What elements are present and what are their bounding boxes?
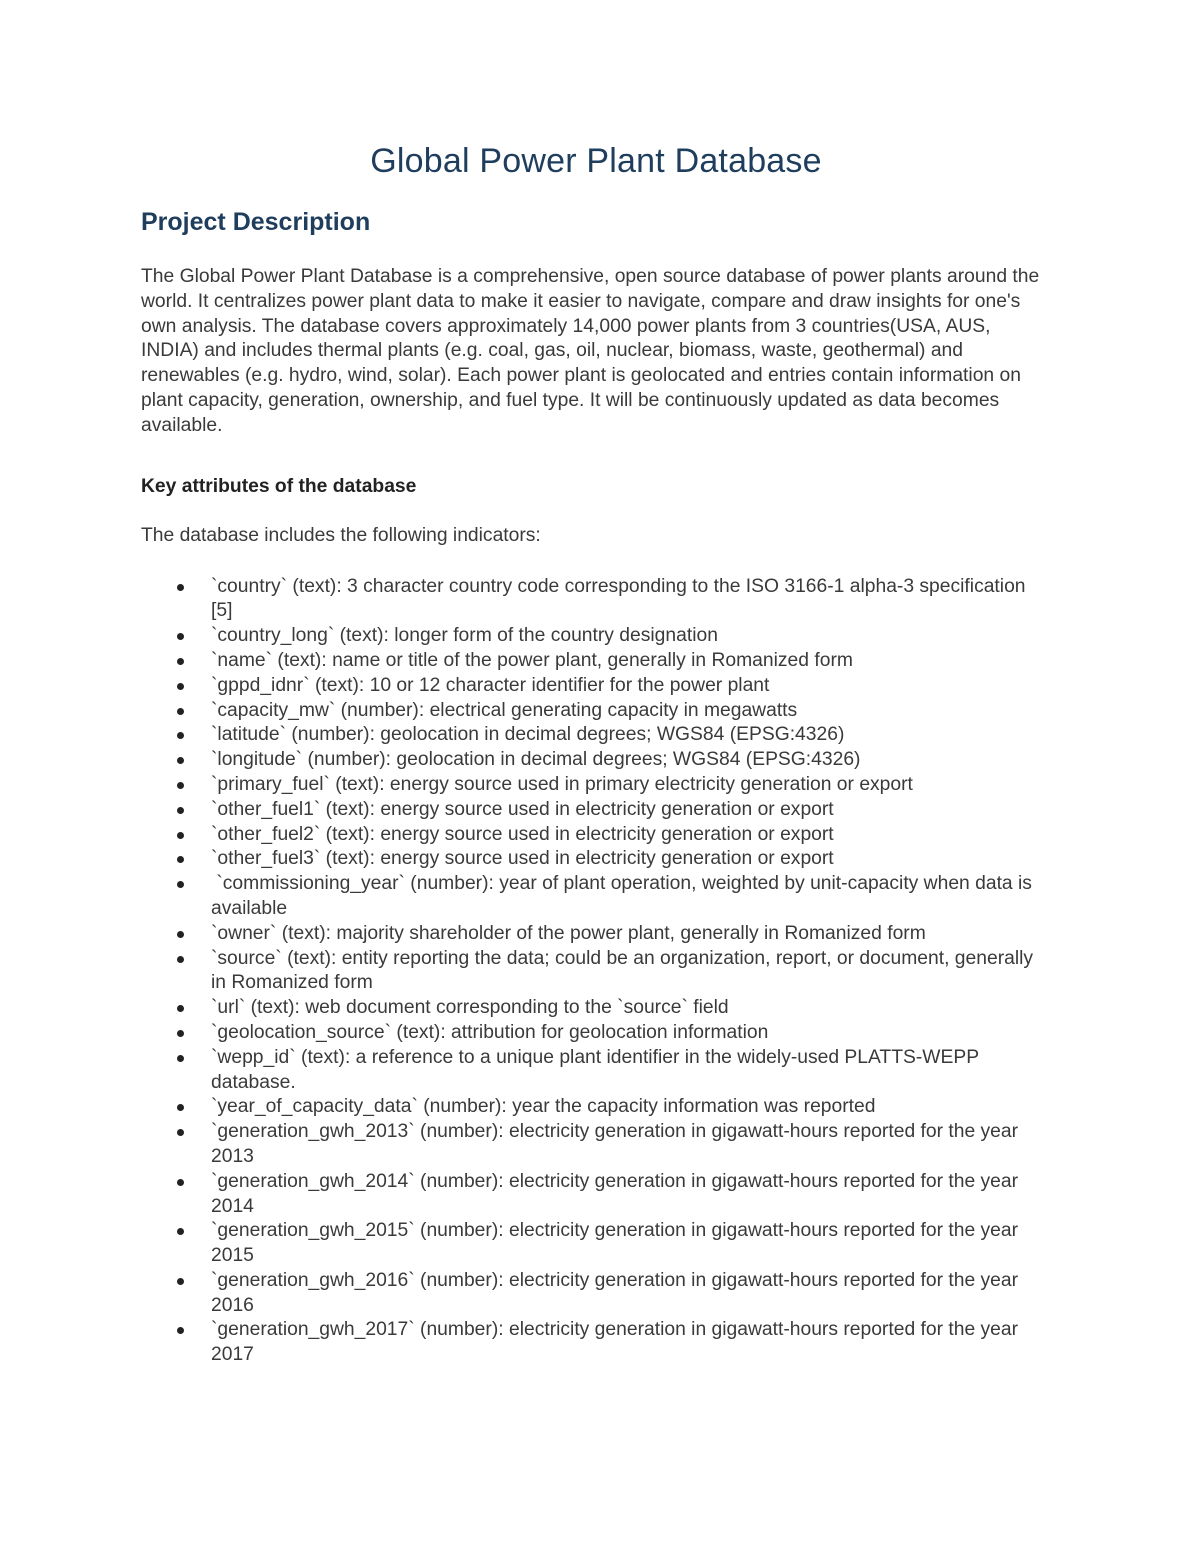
bullet-icon [177, 1104, 184, 1111]
indicator-item [141, 748, 1051, 773]
indicator-item [141, 1318, 1051, 1368]
indicator-text: `wepp_id` (text): a reference to a unique plant identifier in the widely-used PLATTS-WEPP database. [211, 1046, 985, 1093]
indicator-text: `other_fuel1` (text): energy source used in electricity generation or export [211, 798, 834, 820]
bullet-icon [177, 633, 184, 640]
document-title: Global Power Plant Database [370, 142, 822, 180]
indicator-item [141, 798, 1051, 823]
bullet-icon [177, 856, 184, 863]
indicator-item [141, 872, 1051, 922]
indicator-item [141, 649, 1051, 674]
indicator-text: `generation_gwh_2014` (number): electricity generation in gigawatt-hours reported for the year 2014 [211, 1170, 1024, 1217]
indicator-item [141, 1046, 1051, 1096]
bullet-icon [177, 1228, 184, 1235]
indicator-text: `country_long` (text): longer form of the country designation [211, 625, 718, 647]
bullet-icon [177, 1278, 184, 1285]
bullet-icon [177, 1179, 184, 1186]
indicator-item [141, 575, 1051, 625]
indicator-item [141, 922, 1051, 947]
bullet-icon [177, 1005, 184, 1012]
indicator-item [141, 773, 1051, 798]
bullet-icon [177, 708, 184, 715]
indicator-item [141, 823, 1051, 848]
indicator-text: `generation_gwh_2013` (number): electricity generation in gigawatt-hours reported for the year 2013 [211, 1121, 1024, 1167]
indicator-text: `name` (text): name or title of the power plant, generally in Romanized form [211, 649, 853, 671]
indicator-item [141, 1170, 1051, 1220]
bullet-icon [177, 807, 184, 814]
bullet-icon [177, 584, 184, 591]
indicator-text: `generation_gwh_2017` (number): electricity generation in gigawatt-hours reported for the year 2017 [211, 1319, 1024, 1366]
bullet-icon [177, 1327, 184, 1334]
indicator-text: `owner` (text): majority shareholder of the power plant, generally in Romanized form [211, 922, 926, 944]
indicator-text: `latitude` (number): geolocation in decimal degrees; WGS84 (EPSG:4326) [211, 724, 845, 746]
indicator-item [141, 1219, 1051, 1269]
bullet-icon [177, 1030, 184, 1037]
bullet-icon [177, 683, 184, 690]
indicator-item [141, 624, 1051, 649]
indicator-item [141, 1269, 1051, 1319]
indicator-text: `url` (text): web document corresponding to the `source` field [211, 997, 729, 1019]
bullet-icon [177, 732, 184, 739]
indicator-text: `source` (text): entity reporting the data; could be an organization, report, or document, generally in Romanized form [211, 947, 1039, 994]
indicator-text: `generation_gwh_2016` (number): electricity generation in gigawatt-hours reported for the year 2016 [211, 1269, 1024, 1316]
section-heading-project-description: Project Description [141, 208, 371, 236]
indicator-item [141, 723, 1051, 748]
indicator-text: `other_fuel2` (text): energy source used in electricity generation or export [211, 823, 834, 845]
indicator-text: `country` (text): 3 character country code corresponding to the ISO 3166-1 alpha-3 specification [5] [211, 575, 1031, 622]
project-description-paragraph: The Global Power Plant Database is a comprehensive, open source database of power plants around the world. It centralizes power plant data to make it easier to navigate, compare and draw insights for one's own analysis. The database covers approximately 14,000 power plants from 3 countries(USA, AUS, INDIA) and includes thermal plants (e.g. coal, gas, oil, nuclear, biomass, waste, geothermal) and renewables (e.g. hydro, wind, solar). Each power plant is geolocated and entries contain information on plant capacity, generation, ownership, and fuel type. It will be continuously updated as data becomes available. [141, 266, 1040, 436]
indicator-text: `gppd_idnr` (text): 10 or 12 character identifier for the power plant [211, 674, 770, 696]
indicator-item [141, 847, 1051, 872]
indicator-text: `longitude` (number): geolocation in decimal degrees; WGS84 (EPSG:4326) [211, 749, 861, 771]
indicator-item [141, 674, 1051, 699]
indicator-text: `primary_fuel` (text): energy source used in primary electricity generation or export [211, 773, 913, 795]
bullet-icon [177, 1129, 184, 1136]
indicators-intro: The database includes the following indicators: [141, 524, 541, 546]
indicator-item [141, 996, 1051, 1021]
bullet-icon [177, 1055, 184, 1062]
document-page [141, 140, 1051, 1368]
indicator-text: `capacity_mw` (number): electrical generating capacity in megawatts [211, 699, 798, 721]
bullet-icon [177, 782, 184, 789]
indicator-text: `year_of_capacity_data` (number): year the capacity information was reported [211, 1096, 876, 1118]
indicator-text: `commissioning_year` (number): year of plant operation, weighted by unit-capacity when data is available [211, 873, 1038, 919]
indicator-text: `other_fuel3` (text): energy source used in electricity generation or export [211, 848, 834, 870]
bullet-icon [177, 931, 184, 938]
bullet-icon [177, 881, 184, 888]
indicator-item [141, 1095, 1051, 1120]
indicator-item [141, 1021, 1051, 1046]
key-attributes-heading: Key attributes of the database [141, 475, 417, 497]
indicator-list [141, 575, 1051, 1369]
bullet-icon [177, 956, 184, 963]
bullet-icon [177, 757, 184, 764]
indicator-item [141, 699, 1051, 724]
indicator-item [141, 1120, 1051, 1170]
indicator-text: `geolocation_source` (text): attribution for geolocation information [211, 1021, 769, 1043]
bullet-icon [177, 658, 184, 665]
indicator-item [141, 947, 1051, 997]
bullet-icon [177, 832, 184, 839]
indicator-text: `generation_gwh_2015` (number): electricity generation in gigawatt-hours reported for the year 2015 [211, 1220, 1024, 1267]
